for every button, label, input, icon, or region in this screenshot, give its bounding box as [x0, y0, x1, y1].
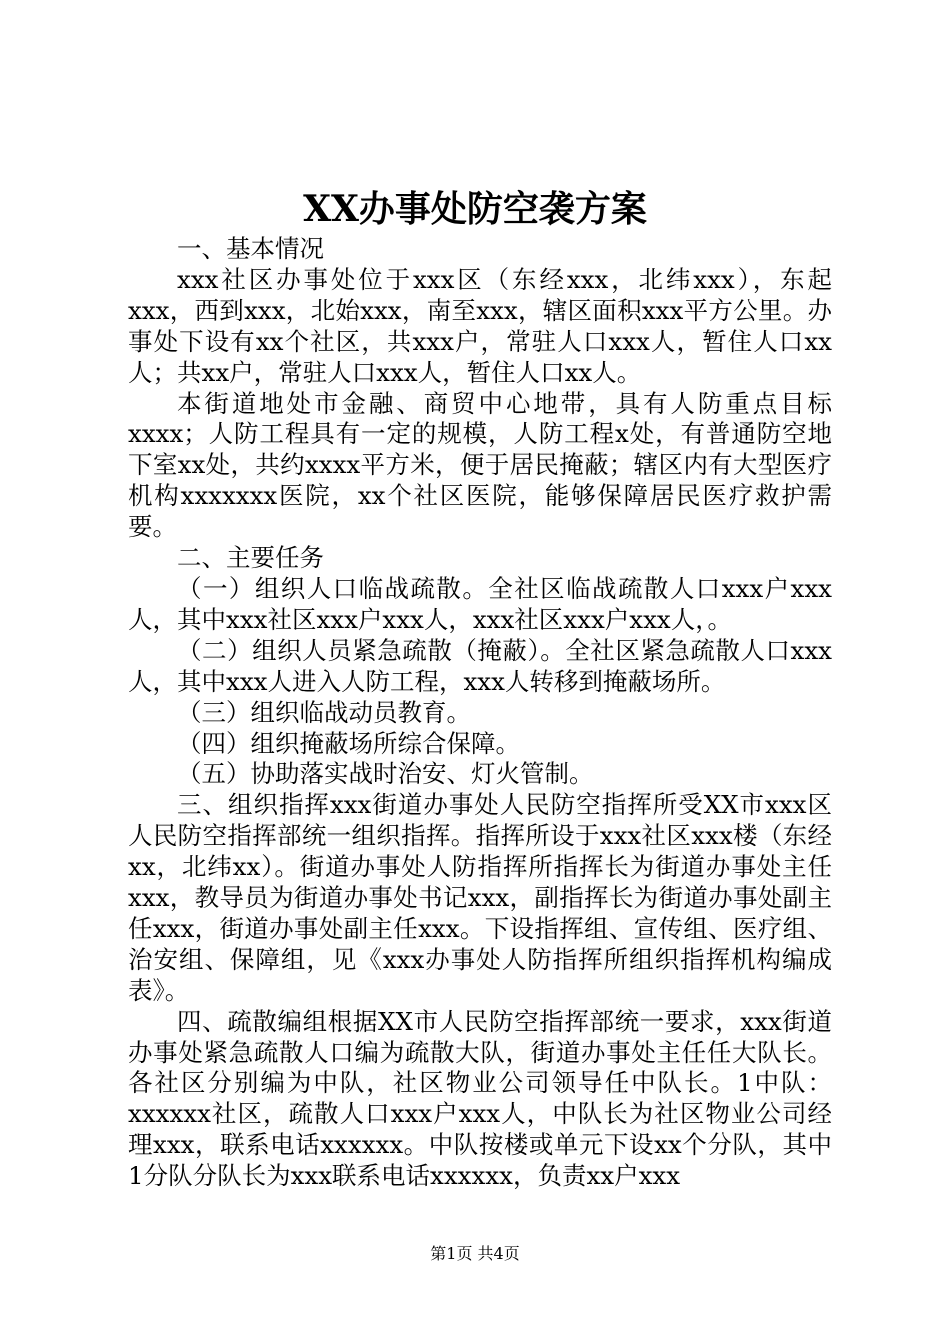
- paragraph-command: 三、组织指挥xxx街道办事处人民防空指挥所受XX市xxx区人民防空指挥部统一组织指挥。指挥所设于xxx社区xxx楼（东经xx，北纬xx）。街道办事处人防指挥所指挥长为街道办事处主任xxx，教导员为街道办事处书记xxx，副指挥长为街道办事处副主任xxx，街道办事处副主任xxx。下设指挥组、宣传组、医疗组、治安组、保障组，见《xxx办事处人防指挥所组织指挥机构编成表》。: [128, 790, 832, 1005]
- paragraph-task-3: （三）组织临战动员教育。: [177, 697, 471, 727]
- page-number-footer: 第1页 共4页: [430, 1244, 520, 1263]
- section-heading-basic-info: 一、基本情况: [177, 234, 324, 263]
- document-body: [128, 234, 832, 1192]
- paragraph-location: xxx社区办事处位于xxx区（东经xxx，北纬xxx），东起xxx，西到xxx，北始xxx，南至xxx，辖区面积xxx平方公里。办事处下设有xx个社区，共xxx户，常驻人口xxx人，暂住人口xx人；共xx户，常驻人口xxx人，暂住人口xx人。: [128, 264, 832, 387]
- paragraph-task-2: （二）组织人员紧急疏散（掩蔽）。全社区紧急疏散人口xxx人，其中xxx人进入人防工程，xxx人转移到掩蔽场所。: [128, 635, 832, 696]
- document-title: XX办事处防空袭方案: [303, 188, 647, 230]
- paragraph-task-1: （一）组织人口临战疏散。全社区临战疏散人口xxx户xxx人，其中xxx社区xxx户xxx人，xxx社区xxx户xxx人，。: [128, 573, 832, 634]
- paragraph-evacuation: 四、疏散编组根据XX市人民防空指挥部统一要求，xxx街道办事处紧急疏散人口编为疏散大队，街道办事处主任任大队长。各社区分别编为中队，社区物业公司领导任中队长。1中队：xxxxxx社区，疏散人口xxx户xxx人，中队长为社区物业公司经理xxx，联系电话xxxxxx。中队按楼或单元下设xx个分队，其中1分队分队长为xxx联系电话xxxxxx，负责xx户xxx: [128, 1006, 832, 1191]
- paragraph-district-features: 本街道地处市金融、商贸中心地带，具有人防重点目标xxxx；人防工程具有一定的规模，人防工程x处，有普通防空地下室xx处，共约xxxx平方米，便于居民掩蔽；辖区内有大型医疗机构xxxxxxx医院，xx个社区医院，能够保障居民医疗救护需要。: [128, 388, 832, 542]
- section-heading-main-tasks: 二、主要任务: [177, 543, 324, 573]
- paragraph-task-4: （四）组织掩蔽场所综合保障。: [177, 728, 520, 758]
- paragraph-task-5: （五）协助落实战时治安、灯火管制。: [177, 759, 594, 789]
